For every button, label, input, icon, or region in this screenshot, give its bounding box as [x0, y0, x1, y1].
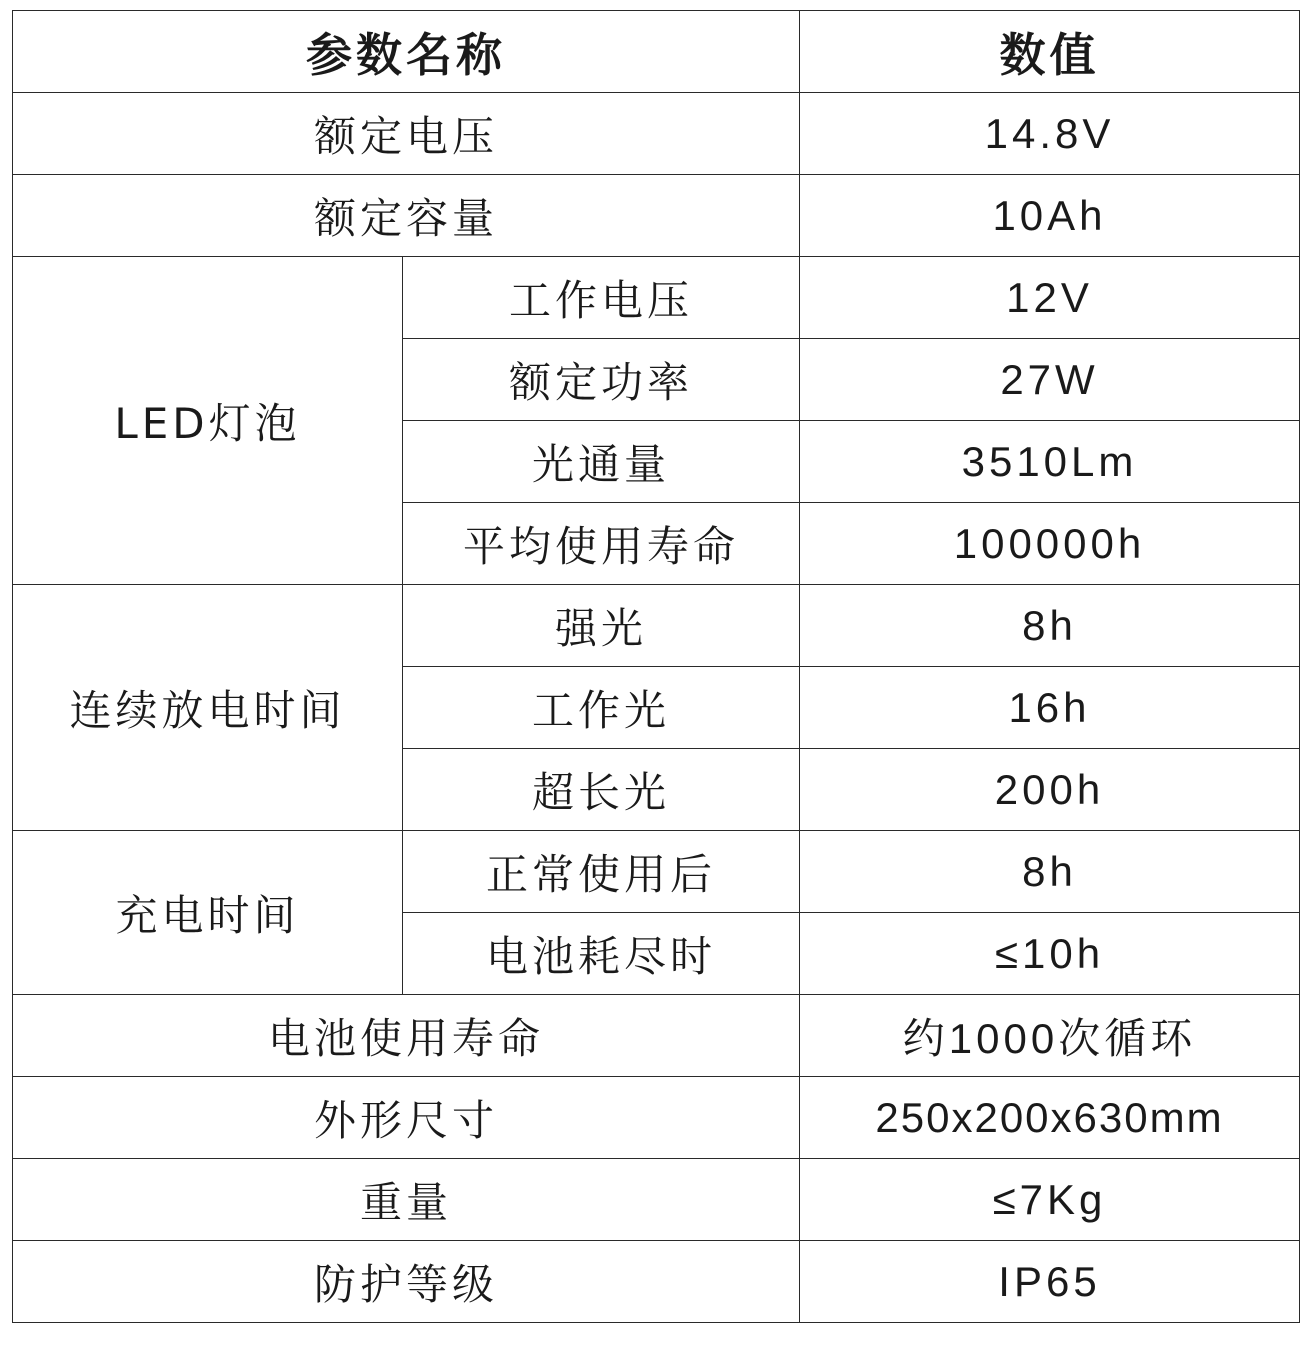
- row-value: 14.8V: [800, 93, 1300, 175]
- row-value: ≤10h: [800, 913, 1300, 995]
- row-value: 16h: [800, 667, 1300, 749]
- row-sublabel: 平均使用寿命: [403, 503, 800, 585]
- table-row: [13, 93, 1300, 175]
- group-label-charge-time: 充电时间: [13, 831, 403, 995]
- row-label: 额定电压: [13, 93, 800, 175]
- row-value: 8h: [800, 585, 1300, 667]
- table-row: [13, 1159, 1300, 1241]
- table-row: [13, 1241, 1300, 1323]
- row-sublabel: 正常使用后: [403, 831, 800, 913]
- row-value: ≤7Kg: [800, 1159, 1300, 1241]
- table-header-row: [13, 11, 1300, 93]
- row-sublabel: 光通量: [403, 421, 800, 503]
- row-sublabel: 强光: [403, 585, 800, 667]
- row-value: 27W: [800, 339, 1300, 421]
- spec-table: [12, 10, 1300, 1323]
- table-row: [13, 995, 1300, 1077]
- row-label: 电池使用寿命: [13, 995, 800, 1077]
- row-sublabel: 工作电压: [403, 257, 800, 339]
- row-value: 200h: [800, 749, 1300, 831]
- header-value: 数值: [800, 11, 1300, 93]
- row-value: IP65: [800, 1241, 1300, 1323]
- row-value: 约1000次循环: [800, 995, 1300, 1077]
- row-value: 100000h: [800, 503, 1300, 585]
- table-row: [13, 257, 1300, 339]
- row-value: 3510Lm: [800, 421, 1300, 503]
- row-value: 12V: [800, 257, 1300, 339]
- row-sublabel: 工作光: [403, 667, 800, 749]
- row-value: 10Ah: [800, 175, 1300, 257]
- row-label: 重量: [13, 1159, 800, 1241]
- table-row: [13, 1077, 1300, 1159]
- row-sublabel: 超长光: [403, 749, 800, 831]
- row-value: 250x200x630mm: [800, 1077, 1300, 1159]
- group-label-discharge-time: 连续放电时间: [13, 585, 403, 831]
- row-label: 防护等级: [13, 1241, 800, 1323]
- row-sublabel: 额定功率: [403, 339, 800, 421]
- table-row: [13, 831, 1300, 913]
- row-label: 外形尺寸: [13, 1077, 800, 1159]
- group-label-led-bulb: LED灯泡: [13, 257, 403, 585]
- row-value: 8h: [800, 831, 1300, 913]
- header-param-name: 参数名称: [13, 11, 800, 93]
- row-sublabel: 电池耗尽时: [403, 913, 800, 995]
- table-row: [13, 175, 1300, 257]
- row-label: 额定容量: [13, 175, 800, 257]
- table-row: [13, 585, 1300, 667]
